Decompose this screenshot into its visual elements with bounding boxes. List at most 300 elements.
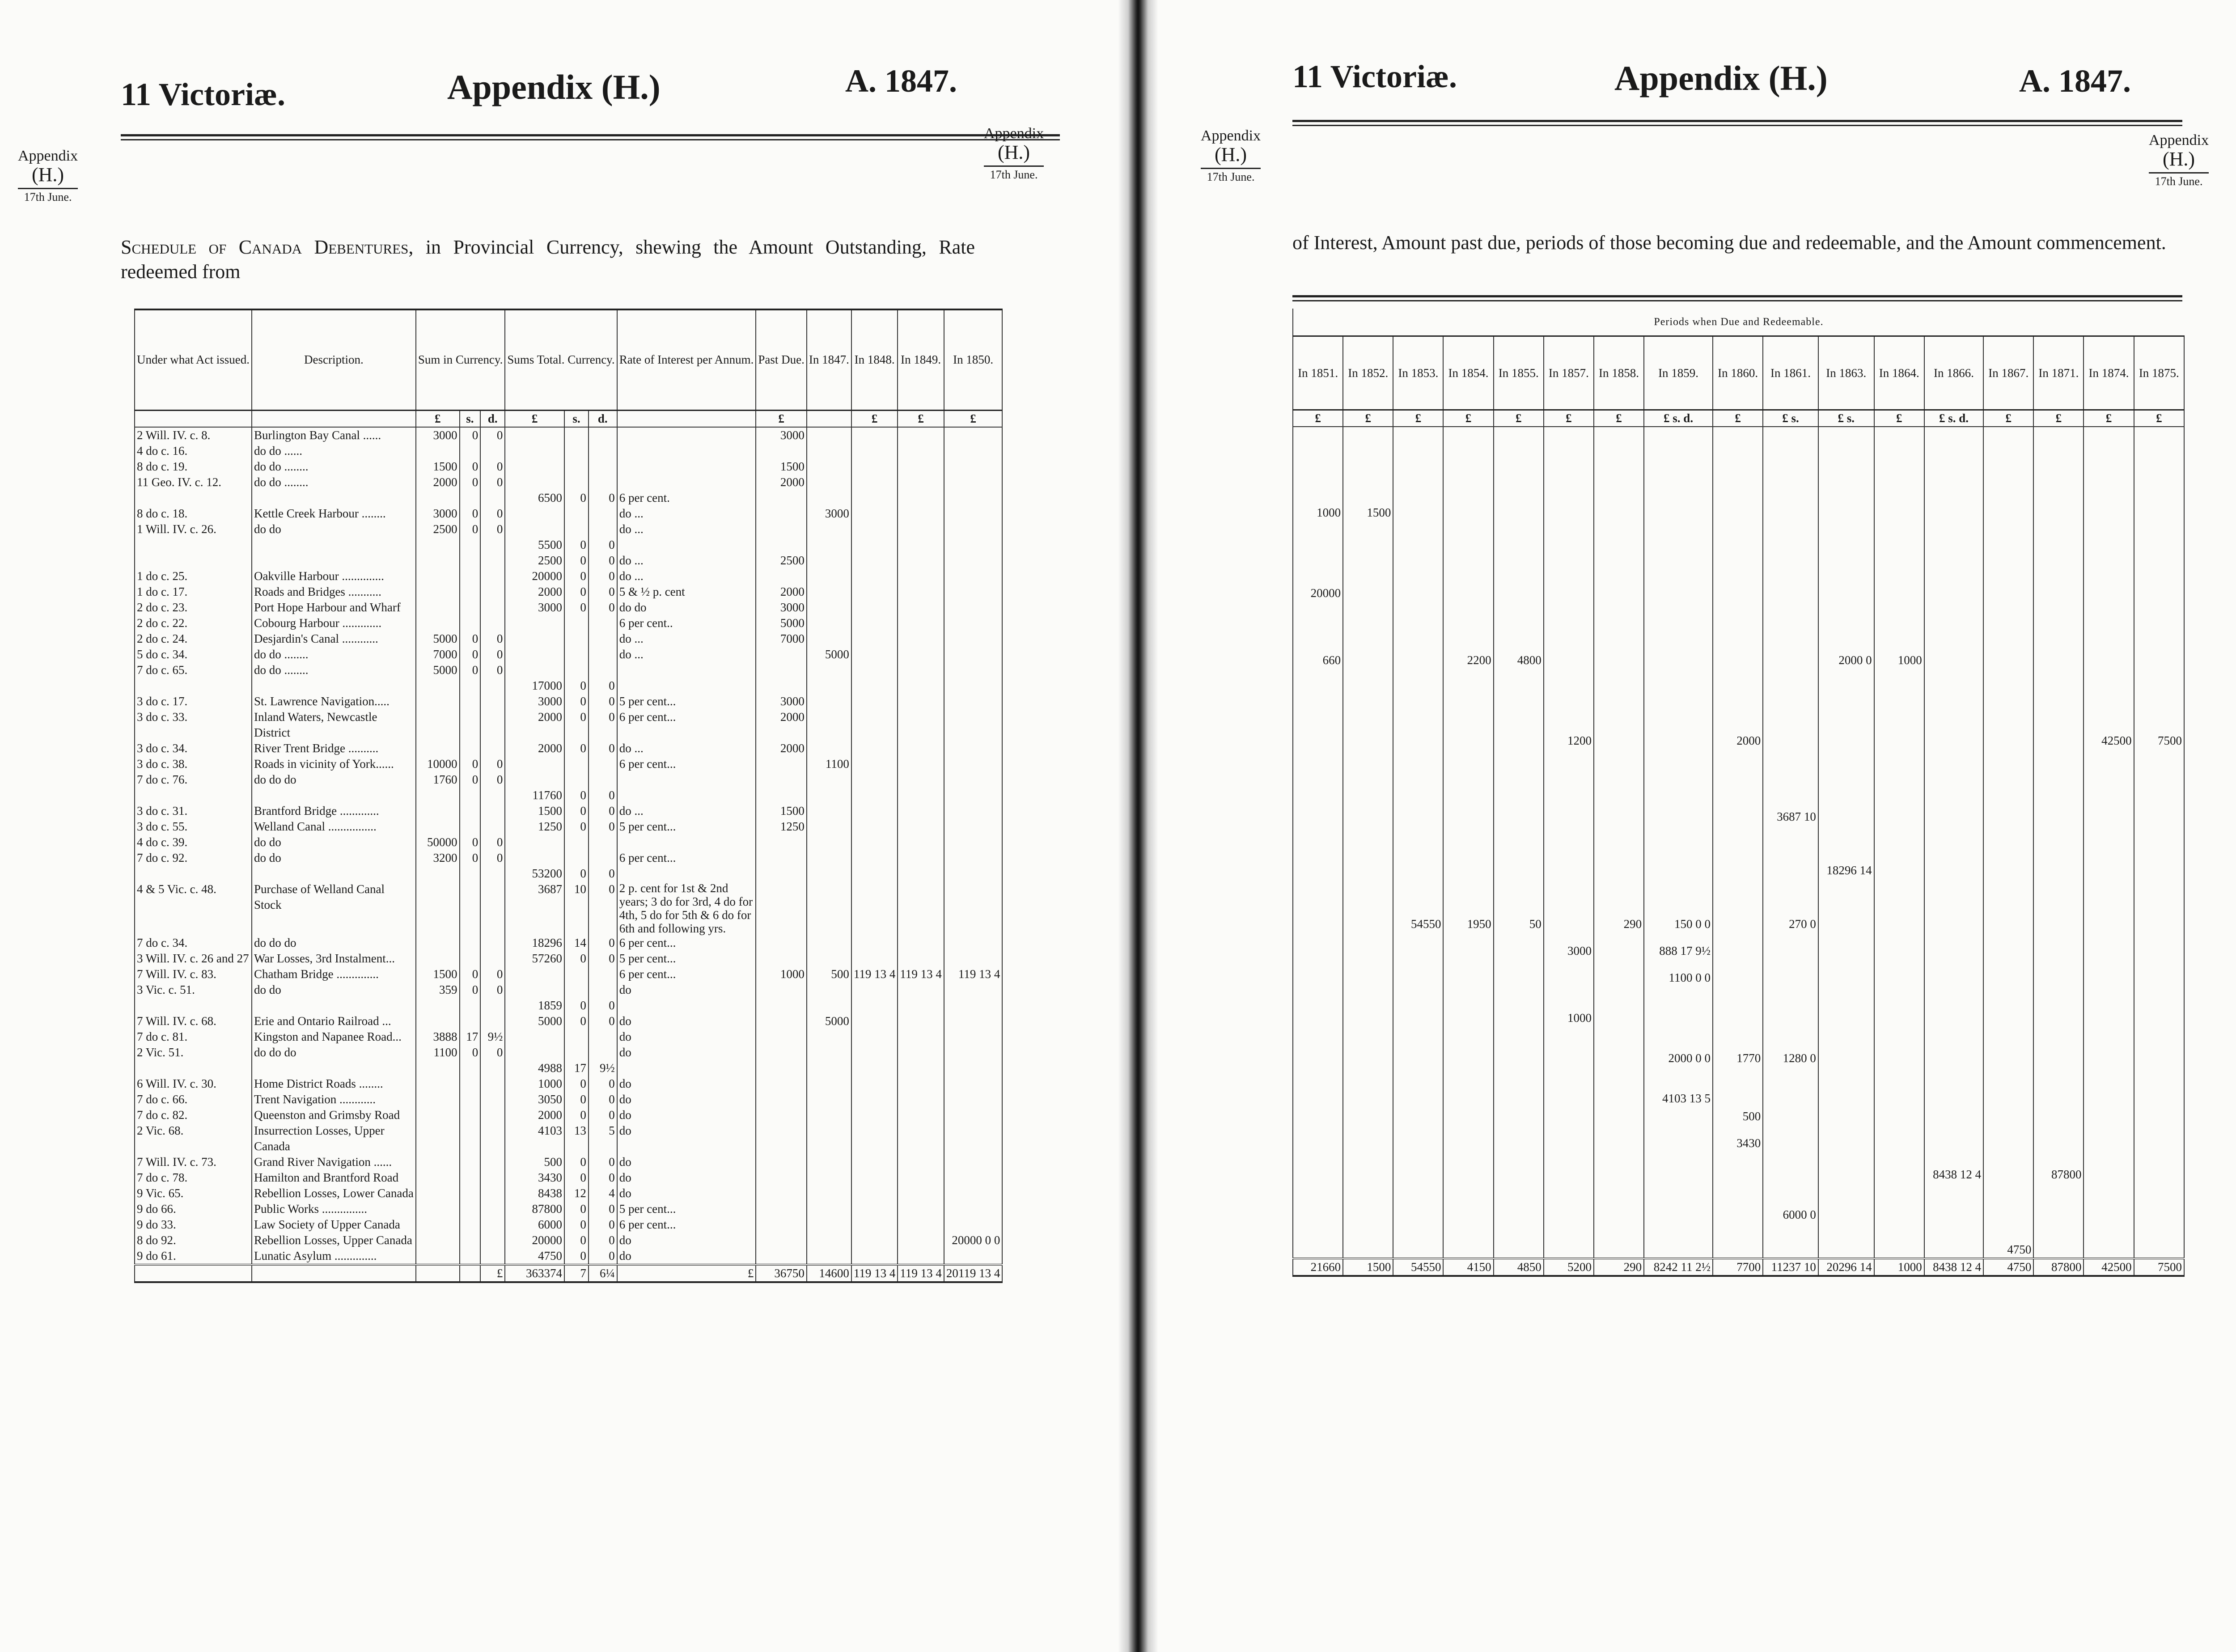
cell-description: Cobourg Harbour .............: [252, 615, 416, 631]
cell-period: [1983, 959, 2033, 986]
cell-sum-pounds: 1100: [416, 1045, 460, 1060]
cell-period: [1763, 427, 1818, 480]
cell-period: [2084, 427, 2134, 480]
table-row: [1293, 668, 2184, 749]
cell-sum-shillings: [460, 1170, 481, 1186]
cell-sum-pounds: 359: [416, 982, 460, 998]
cell-total-shillings: [564, 850, 589, 866]
cell-description: do do ......: [252, 443, 416, 459]
cell-1847: [807, 1217, 851, 1233]
table-row: [135, 1107, 1002, 1123]
cell-total-shillings: 0: [564, 1201, 589, 1217]
cell-period: [1393, 749, 1443, 825]
cell-period: [1343, 932, 1393, 959]
year-header: In 1855.: [1494, 336, 1544, 410]
cell-1849: [898, 1170, 944, 1186]
cell-1850: [944, 678, 1003, 694]
cell-rate: do: [617, 982, 756, 998]
cell-total-pounds: [505, 506, 564, 521]
cell-total-pounds: 5500: [505, 537, 564, 553]
cell-sum-shillings: [460, 1248, 481, 1265]
cell-act: 7 do c. 82.: [135, 1107, 252, 1123]
cell-1848: [851, 615, 898, 631]
cell-sum-shillings: [460, 803, 481, 819]
cell-1847: [807, 866, 851, 881]
margin-note-mid: (H.): [2163, 148, 2195, 170]
cell-act: 7 do c. 66.: [135, 1092, 252, 1107]
cell-period: [1443, 480, 1493, 521]
cell-sum-shillings: 0: [460, 772, 481, 788]
table-row: [135, 951, 1002, 966]
cell-1850: [944, 1170, 1003, 1186]
cell-sum-pence: [480, 584, 505, 600]
cell-total-shillings: 14: [564, 935, 589, 951]
cell-1848: [851, 568, 898, 584]
cell-sum-pence: 0: [480, 631, 505, 647]
cell-period: [1443, 986, 1493, 1026]
cell-sum-pounds: 7000: [416, 647, 460, 662]
cell-description: [252, 490, 416, 506]
cell-total-pence: 0: [589, 600, 617, 615]
table-row: [1293, 521, 2184, 601]
cell-period: [2033, 480, 2084, 521]
cell-period: 3687 10: [1763, 749, 1818, 825]
cell-act: 3 Will. IV. c. 26 and 27: [135, 951, 252, 966]
cell-sum-pence: [480, 881, 505, 935]
cell-total-shillings: 0: [564, 866, 589, 881]
cell-1849: [898, 935, 944, 951]
cell-sum-pence: [480, 537, 505, 553]
cell-period-total: 87800: [2033, 1258, 2084, 1276]
cell-sum-pounds: [416, 443, 460, 459]
cell-total-pence: 0: [589, 490, 617, 506]
cell-past-due: 2000: [756, 474, 807, 490]
cell-period: [1874, 521, 1924, 601]
cell-sum-pounds: [416, 935, 460, 951]
cell-description: Roads and Bridges ...........: [252, 584, 416, 600]
cell-period: [1494, 1182, 1544, 1223]
cell-total-pence: 0: [589, 678, 617, 694]
cell-period: [1343, 1124, 1393, 1151]
cell-period: [1983, 878, 2033, 932]
cell-period: [1393, 1223, 1443, 1258]
cell-1849: [898, 982, 944, 998]
cell-period: [1818, 427, 1874, 480]
cell-period-total: 54550: [1393, 1258, 1443, 1276]
cell-period: 1200: [1544, 668, 1594, 749]
cell-sum-pence: [480, 1154, 505, 1170]
cell-period: [1494, 932, 1544, 959]
cell-1847: [807, 982, 851, 998]
cell-total-shillings: [564, 474, 589, 490]
cell-past-due: [756, 1201, 807, 1217]
cell-1849: [898, 834, 944, 850]
cell-period: [1544, 1223, 1594, 1258]
cell-sum-shillings: [460, 788, 481, 803]
cell-total-pounds: 4103: [505, 1123, 564, 1154]
cell-1849: [898, 537, 944, 553]
cell-period: [1544, 480, 1594, 521]
cell-period: [1713, 959, 1763, 986]
cell-sum-pence: [480, 709, 505, 741]
cell-sum-shillings: [460, 1123, 481, 1154]
cell-1850: [944, 1154, 1003, 1170]
cell-act: 8 do 92.: [135, 1233, 252, 1248]
cell-act: 3 do c. 38.: [135, 756, 252, 772]
cell-1847: 3000: [807, 506, 851, 521]
cell-currency-symbol: £: [617, 1265, 756, 1282]
cell-1847: [807, 678, 851, 694]
table-row: [1293, 959, 2184, 986]
cell-period: [1713, 1066, 1763, 1106]
year-header: In 1861.: [1763, 336, 1818, 410]
cell-1848: [851, 819, 898, 834]
cell-total-shillings: [564, 443, 589, 459]
cell-period: [1494, 1223, 1544, 1258]
cell-period: [1763, 1066, 1818, 1106]
cell-period: [1594, 668, 1644, 749]
cell-rate: do: [617, 1123, 756, 1154]
cell-total-pounds: [505, 647, 564, 662]
cell-1850: [944, 662, 1003, 678]
cell-past-due: [756, 1170, 807, 1186]
cell-total-shillings: 0: [564, 1170, 589, 1186]
cell-1847: [807, 584, 851, 600]
col-1848-header: In 1848.: [851, 309, 898, 410]
cell-sum-pence: [480, 1233, 505, 1248]
cell-1849: [898, 772, 944, 788]
cell-period: [1293, 878, 1343, 932]
cell-sum-pounds: [416, 788, 460, 803]
cell-total-pence: 0: [589, 1107, 617, 1123]
cell-sum-pence: [480, 1170, 505, 1186]
year-header: In 1860.: [1713, 336, 1763, 410]
cell-rate: [617, 834, 756, 850]
cell-total-shillings: [564, 982, 589, 998]
cell-period: [1594, 959, 1644, 986]
cell-period: [1594, 601, 1644, 668]
cell-period: [1983, 986, 2033, 1026]
cell-total-pence: 0: [589, 1092, 617, 1107]
cell-rate: [617, 427, 756, 443]
cell-1848: [851, 850, 898, 866]
cell-total-shillings: 0: [564, 819, 589, 834]
header-rule: [1292, 120, 2182, 126]
cell-total-pence: [589, 834, 617, 850]
cell-rate: do: [617, 1233, 756, 1248]
cell-act: 3 do c. 17.: [135, 694, 252, 709]
table-row: [1293, 986, 2184, 1026]
cell-total-shillings: [564, 756, 589, 772]
cell-1848: [851, 1029, 898, 1045]
cell-1849: [898, 490, 944, 506]
cell-1850: [944, 935, 1003, 951]
cell-total-pounds: 20000: [505, 568, 564, 584]
table-row: [135, 474, 1002, 490]
cell-sum-pence: [480, 1123, 505, 1154]
table-row: [1293, 1106, 2184, 1124]
cell-period: [1293, 959, 1343, 986]
cell-1850: [944, 490, 1003, 506]
cell-period: [1983, 601, 2033, 668]
cell-period: [1763, 1106, 1818, 1124]
cell-total-pence: 0: [589, 537, 617, 553]
cell-1849: [898, 521, 944, 537]
cell-blank: [135, 1265, 252, 1282]
cell-description: do do: [252, 982, 416, 998]
cell-act: 4 do c. 16.: [135, 443, 252, 459]
cell-1848: [851, 1076, 898, 1092]
cell-period: [1443, 521, 1493, 601]
cell-description: Chatham Bridge ..............: [252, 966, 416, 982]
cell-period: [1343, 521, 1393, 601]
cell-period: [1874, 1182, 1924, 1223]
cell-period: [1983, 668, 2033, 749]
cell-total-pence: 0: [589, 803, 617, 819]
unit-shilling: s.: [460, 410, 481, 427]
cell-1847: [807, 1107, 851, 1123]
cell-period: [1594, 825, 1644, 878]
schedule-title: Schedule of Canada Debentures,: [121, 236, 414, 258]
cell-period: [1924, 601, 1983, 668]
cell-period: [1924, 1106, 1983, 1124]
cell-1850: [944, 615, 1003, 631]
cell-total-pounds: [505, 756, 564, 772]
cell-sum-shillings: 0: [460, 834, 481, 850]
cell-1850: [944, 521, 1003, 537]
cell-total-pounds: 3050: [505, 1092, 564, 1107]
cell-total-shillings: 0: [564, 951, 589, 966]
cell-sum-pounds: 2000: [416, 474, 460, 490]
cell-period: [1544, 1106, 1594, 1124]
cell-sum-shillings: [460, 881, 481, 935]
cell-description: do do ........: [252, 474, 416, 490]
cell-period: [1293, 1026, 1343, 1066]
cell-1849-total: 119 13 4: [898, 1265, 944, 1282]
running-head-right: A. 1847.: [845, 63, 957, 99]
header-rule: [121, 134, 1060, 140]
cell-period: [1644, 480, 1713, 521]
cell-sum-pence: 0: [480, 521, 505, 537]
cell-past-due: [756, 998, 807, 1013]
cell-period: [1818, 521, 1874, 601]
cell-1849: [898, 1092, 944, 1107]
cell-sum-pounds: [416, 709, 460, 741]
cell-total-pence: [589, 772, 617, 788]
cell-1850: [944, 553, 1003, 568]
cell-past-due: 2000: [756, 709, 807, 741]
cell-period: [1293, 1182, 1343, 1223]
cell-1847: [807, 998, 851, 1013]
cell-sum-shillings: [460, 1233, 481, 1248]
cell-total-pounds: 2500: [505, 553, 564, 568]
cell-1848: [851, 1013, 898, 1029]
cell-sum-pounds: [416, 615, 460, 631]
cell-1847: [807, 1170, 851, 1186]
cell-period: [2084, 749, 2134, 825]
table-row: [135, 1217, 1002, 1233]
cell-1849: [898, 615, 944, 631]
table-row: [135, 741, 1002, 756]
cell-sum-shillings: [460, 568, 481, 584]
cell-total-shillings: [564, 834, 589, 850]
cell-total-pence: 0: [589, 866, 617, 881]
table-row: [135, 584, 1002, 600]
margin-note-date: 17th June.: [2155, 174, 2203, 188]
cell-1850: [944, 1029, 1003, 1045]
cell-1847: [807, 600, 851, 615]
cell-period: [1713, 749, 1763, 825]
cell-period: [1983, 1026, 2033, 1066]
cell-sum-pence: [480, 1107, 505, 1123]
table-row: [135, 631, 1002, 647]
cell-total-shillings: 7: [564, 1265, 589, 1282]
cell-period: [1983, 1124, 2033, 1151]
cell-period-total: 7700: [1713, 1258, 1763, 1276]
cell-period: [1494, 668, 1544, 749]
cell-description: do do do: [252, 1045, 416, 1060]
cell-description: do do: [252, 834, 416, 850]
cell-sum-pence: [480, 694, 505, 709]
cell-sum-shillings: [460, 1186, 481, 1201]
cell-period: [1343, 1182, 1393, 1223]
margin-note-brace: [2149, 172, 2209, 174]
cell-total-pence: 0: [589, 1076, 617, 1092]
cell-period: 4103 13 5: [1644, 1066, 1713, 1106]
cell-sum-shillings: [460, 694, 481, 709]
cell-act: [135, 553, 252, 568]
cell-total-pounds: 18296: [505, 935, 564, 951]
cell-period: [1494, 521, 1544, 601]
cell-rate: 6 per cent...: [617, 966, 756, 982]
cell-period: [1924, 480, 1983, 521]
cell-past-due: [756, 568, 807, 584]
table-row: [135, 1248, 1002, 1265]
years-header-row: [1293, 336, 2184, 410]
cell-sum-shillings: [460, 1154, 481, 1170]
cell-sum-pounds: [416, 568, 460, 584]
cell-total-pounds: [505, 615, 564, 631]
cell-period: [2033, 1106, 2084, 1124]
cell-total-pounds: [505, 1045, 564, 1060]
cell-1847: [807, 553, 851, 568]
cell-period: [1818, 1182, 1874, 1223]
cell-act: 2 do c. 23.: [135, 600, 252, 615]
cell-1850: [944, 756, 1003, 772]
cell-description: Kettle Creek Harbour ........: [252, 506, 416, 521]
cell-1848: [851, 1186, 898, 1201]
cell-1847: [807, 459, 851, 474]
cell-period: [1443, 1066, 1493, 1106]
year-header: In 1867.: [1983, 336, 2033, 410]
cell-rate: do ...: [617, 647, 756, 662]
cell-total-pounds: 1000: [505, 1076, 564, 1092]
cell-total-pounds: 5000: [505, 1013, 564, 1029]
cell-1849: [898, 756, 944, 772]
cell-period: 3430: [1713, 1124, 1763, 1151]
cell-past-due: [756, 866, 807, 881]
cell-sum-pence: 0: [480, 427, 505, 443]
col-1847-header: In 1847.: [807, 309, 851, 410]
cell-total-pounds: 1500: [505, 803, 564, 819]
cell-sum-pence: 0: [480, 834, 505, 850]
cell-blank: [460, 1265, 481, 1282]
cell-total-pence: 9½: [589, 1060, 617, 1076]
cell-rate: do: [617, 1170, 756, 1186]
table-row: [135, 1233, 1002, 1248]
cell-period: 1280 0: [1763, 1026, 1818, 1066]
cell-rate: do ...: [617, 741, 756, 756]
cell-past-due: [756, 881, 807, 935]
cell-sum-pence: [480, 866, 505, 881]
cell-1848: [851, 1154, 898, 1170]
cell-total-shillings: 0: [564, 1248, 589, 1265]
cell-period: 18296 14: [1818, 825, 1874, 878]
cell-total-pence: [589, 443, 617, 459]
cell-1848: [851, 631, 898, 647]
cell-period: [1818, 986, 1874, 1026]
table-row: [135, 568, 1002, 584]
cell-sum-pence: [480, 553, 505, 568]
cell-period: [1763, 1124, 1818, 1151]
cell-description: Hamilton and Brantford Road: [252, 1170, 416, 1186]
cell-period: [1924, 521, 1983, 601]
cell-act: 3 do c. 31.: [135, 803, 252, 819]
cell-1849: [898, 951, 944, 966]
cell-sum-shillings: 0: [460, 521, 481, 537]
cell-total-shillings: [564, 506, 589, 521]
cell-period: [1293, 1124, 1343, 1151]
margin-note-brace: [18, 188, 78, 189]
table-row: [135, 881, 1002, 935]
cell-total-pounds: 6500: [505, 490, 564, 506]
cell-act: 3 do c. 34.: [135, 741, 252, 756]
cell-period: [1494, 1106, 1544, 1124]
cell-period: 4800: [1494, 601, 1544, 668]
cell-period: [2033, 932, 2084, 959]
cell-1848: [851, 709, 898, 741]
cell-sum-pence: [480, 1076, 505, 1092]
cell-period: [2084, 521, 2134, 601]
cell-sum-shillings: 0: [460, 850, 481, 866]
year-header: In 1857.: [1544, 336, 1594, 410]
cell-sum-shillings: 0: [460, 662, 481, 678]
unit-pound: £: [898, 410, 944, 427]
cell-1848: [851, 553, 898, 568]
cell-act: 9 do 61.: [135, 1248, 252, 1265]
cell-1850: [944, 506, 1003, 521]
cell-sum-pounds: [416, 537, 460, 553]
cell-act: 7 do c. 76.: [135, 772, 252, 788]
table-row: [135, 1170, 1002, 1186]
cell-period: [1443, 668, 1493, 749]
cell-sum-pence: 0: [480, 474, 505, 490]
cell-sum-shillings: 0: [460, 631, 481, 647]
cell-period: [1874, 959, 1924, 986]
cell-past-due: 2000: [756, 584, 807, 600]
cell-1848: [851, 1107, 898, 1123]
cell-period: [2033, 1223, 2084, 1258]
cell-total-pounds: [505, 1029, 564, 1045]
cell-act: 2 do c. 24.: [135, 631, 252, 647]
cell-period: [2033, 1124, 2084, 1151]
cell-1848: [851, 1170, 898, 1186]
cell-total-shillings: [564, 521, 589, 537]
cell-period: [1293, 1151, 1343, 1182]
cell-period-total: 8438 12 4: [1924, 1258, 1983, 1276]
cell-total-pence: 0: [589, 935, 617, 951]
cell-sum-shillings: [460, 866, 481, 881]
